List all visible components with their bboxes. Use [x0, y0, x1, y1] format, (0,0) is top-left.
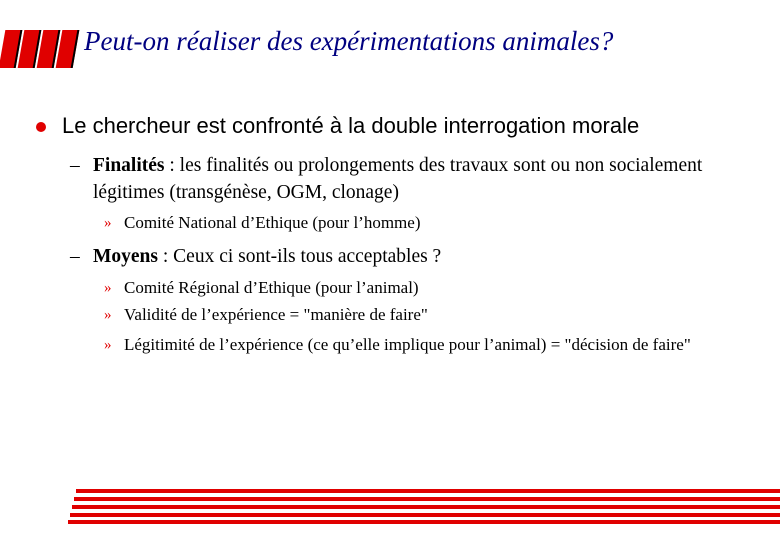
finalites-rest: : les finalités ou prolongements des travaux sont ou non socialement légitimes (transgénèse, OGM, clonage) [93, 155, 703, 203]
red-dot-bullet-icon [36, 122, 46, 132]
dash-marker: – [70, 246, 80, 267]
sub-sub-bullet-text: Légitimité de l’expérience (ce qu’elle implique pour l’animal) = "décision de faire" [124, 335, 691, 354]
raquo-marker: » [104, 307, 112, 323]
sub-sub-bullet-text: Comité National d’Ethique (pour l’homme) [124, 213, 421, 232]
moyens-rest: : Ceux ci sont-ils tous acceptables ? [158, 246, 442, 267]
raquo-marker: » [104, 215, 112, 231]
moyens-term: Moyens [93, 246, 158, 267]
finalites-term: Finalités [93, 155, 165, 176]
sub-sub-bullet-text: Comité Régional d’Ethique (pour l’animal) [124, 278, 419, 297]
slide-title: Peut-on réaliser des expérimentations animales? [84, 26, 614, 56]
dash-marker: – [70, 155, 80, 176]
moyens-text [93, 243, 743, 270]
raquo-marker: » [104, 337, 112, 353]
main-bullet-text: Le chercheur est confronté à la double interrogation morale [62, 113, 640, 138]
footer-stripes [68, 489, 780, 525]
finalites-text [93, 152, 743, 206]
logo-bars [0, 30, 80, 68]
raquo-marker: » [104, 280, 112, 296]
sub-sub-bullet-text: Validité de l’expérience = "manière de faire" [124, 305, 428, 324]
